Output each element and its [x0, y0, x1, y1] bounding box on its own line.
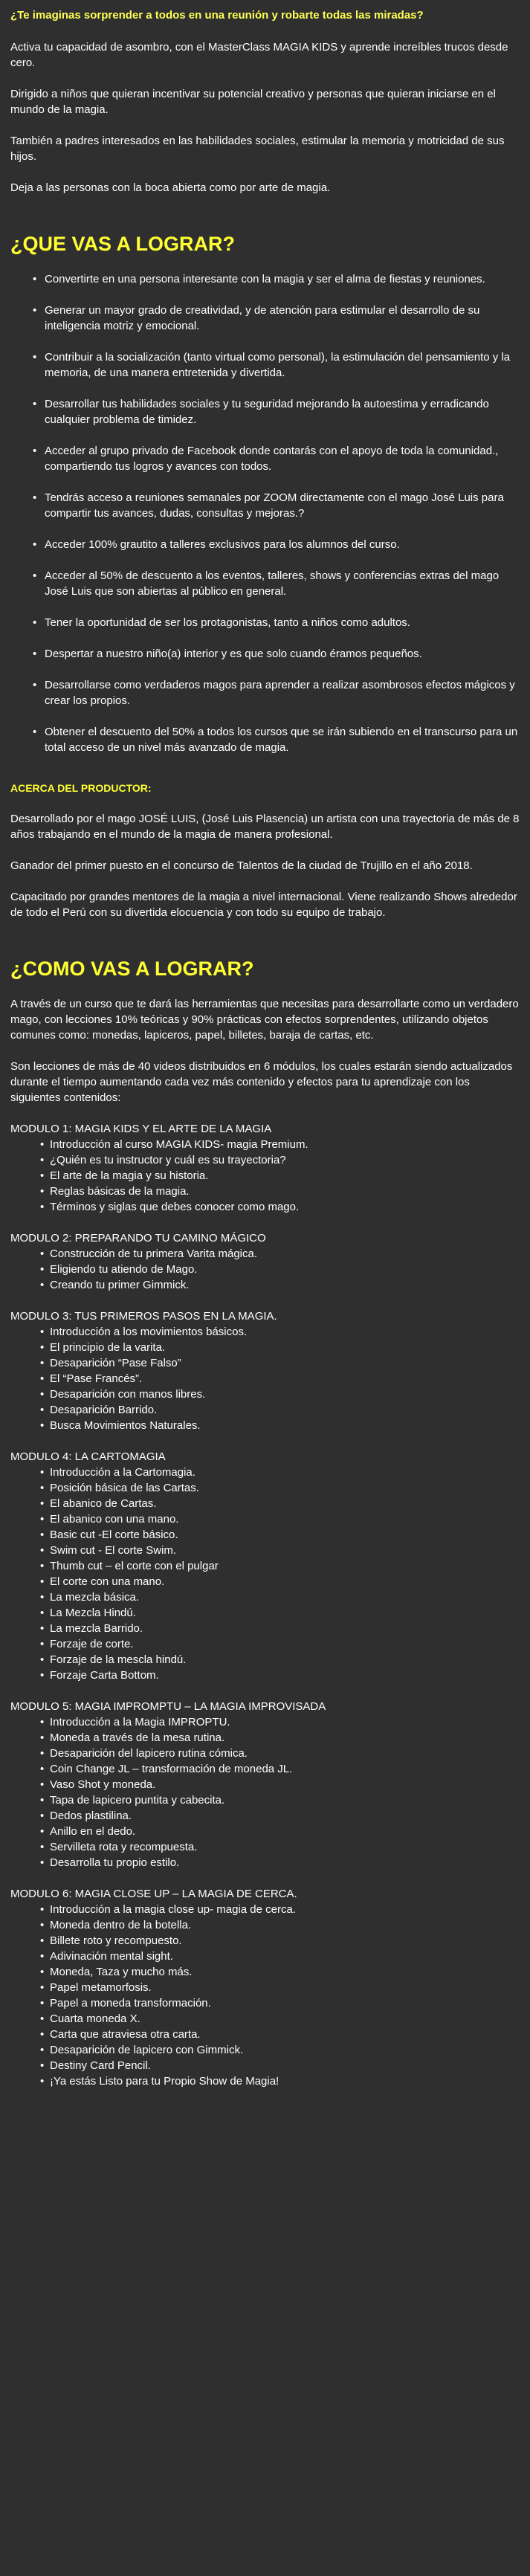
lesson-item: • Forzaje de la mescla hindú. [40, 1652, 520, 1668]
lesson-item: • Construcción de tu primera Varita mágica. [40, 1246, 520, 1262]
lesson-item: • Coin Change JL – transformación de moneda JL. [40, 1761, 520, 1777]
lesson-item: • La mezcla Barrido. [40, 1621, 520, 1636]
intro-section [10, 39, 520, 196]
goal-item: • Acceder al grupo privado de Facebook donde contarás con el apoyo de toda la comunidad., compartiendo tus logros y avances con todos. [33, 443, 520, 474]
how-section [10, 996, 520, 1105]
lesson-item: • ¡Ya estás Listo para tu Propio Show de Magia! [40, 2073, 520, 2089]
producer-paragraph: Desarrollado por el mago JOSÉ LUIS, (José Luis Plasencia) un artista con una trayectoria de más de 8 años trabajando en el mundo de la magia de manera profesional. [10, 813, 520, 841]
intro-paragraph: También a padres interesados en las habilidades sociales, estimular la memoria y motricidad de sus hijos. [10, 135, 505, 163]
lesson-list [10, 1902, 520, 2089]
lesson-item: • Eligiendo tu atiendo de Mago. [40, 1262, 520, 1277]
goal-item: • Obtener el descuento del 50% a todos los cursos que se irán subiendo en el transcurso para un total acceso de un nivel más avanzado de magia. [33, 724, 520, 755]
module-6 [10, 1886, 520, 2089]
lesson-item: • Desaparición del lapicero rutina cómica. [40, 1746, 520, 1761]
modules-list [10, 1121, 520, 2089]
lesson-item: • Desaparición Barrido. [40, 1402, 520, 1418]
lesson-item: • Reglas básicas de la magia. [40, 1184, 520, 1199]
goal-item: • Tendrás acceso a reuniones semanales por ZOOM directamente con el mago José Luis para compartir tus avances, dudas, consultas y mejoras.? [33, 490, 520, 521]
module-3 [10, 1308, 520, 1433]
lesson-item: • Papel a moneda transformación. [40, 1995, 520, 2011]
goal-item: • Despertar a nuestro niño(a) interior y es que solo cuando éramos pequeños. [33, 646, 520, 662]
lesson-item: • Moneda a través de la mesa rutina. [40, 1730, 520, 1746]
how-paragraph: A través de un curso que te dará las herramientas que necesitas para desarrollarte como un verdadero mago, con lecciones 10% teóricas y 90% prácticas con efectos sorprendentes, utilizando objetos comunes como: monedas, lapiceros, papel, billetes, baraja de cartas, etc. [10, 998, 519, 1042]
lesson-item: • Destiny Card Pencil. [40, 2058, 520, 2073]
lesson-list [10, 1137, 520, 1215]
goals-title: ¿QUE VAS A LOGRAR? [10, 233, 235, 255]
lesson-item: • Vaso Shot y moneda. [40, 1777, 520, 1792]
lesson-item: • Forzaje Carta Bottom. [40, 1668, 520, 1683]
producer-title: ACERCA DEL PRODUCTOR: [10, 782, 152, 794]
lesson-item: • Adivinación mental sight. [40, 1949, 520, 1964]
lesson-item: • El abanico con una mano. [40, 1511, 520, 1527]
goal-item: • Tener la oportunidad de ser los protagonistas, tanto a niños como adultos. [33, 615, 520, 630]
headline: ¿Te imaginas sorprender a todos en una reunión y robarte todas las miradas? [10, 9, 424, 22]
module-title: MODULO 4: LA CARTOMAGIA [10, 1450, 166, 1463]
goal-item: • Generar un mayor grado de creatividad, y de atención para estimular el desarrollo de su inteligencia motriz y emocional. [33, 303, 520, 334]
lesson-item: • El arte de la magia y su historia. [40, 1168, 520, 1184]
goal-item: • Convertirte en una persona interesante con la magia y ser el alma de fiestas y reuniones. [33, 271, 520, 287]
lesson-item: • Cuarta moneda X. [40, 2011, 520, 2027]
lesson-item: • Moneda dentro de la botella. [40, 1917, 520, 1933]
lesson-list [10, 1714, 520, 1870]
module-2 [10, 1230, 520, 1293]
lesson-item: • ¿Quién es tu instructor y cuál es su trayectoria? [40, 1152, 520, 1168]
lesson-list [10, 1246, 520, 1293]
lesson-list [10, 1465, 520, 1683]
lesson-item: • Moneda, Taza y mucho más. [40, 1964, 520, 1980]
how-title: ¿COMO VAS A LOGRAR? [10, 958, 254, 980]
lesson-item: • Desaparición con manos libres. [40, 1387, 520, 1402]
goals-list [10, 271, 520, 755]
lesson-item: • Introducción al curso MAGIA KIDS- magia Premium. [40, 1137, 520, 1152]
module-5 [10, 1699, 520, 1870]
lesson-item: • Términos y siglas que debes conocer como mago. [40, 1199, 520, 1215]
module-title: MODULO 3: TUS PRIMEROS PASOS EN LA MAGIA. [10, 1310, 277, 1323]
lesson-item: • Carta que atraviesa otra carta. [40, 2027, 520, 2042]
lesson-item: • La Mezcla Hindú. [40, 1605, 520, 1621]
lesson-item: • Dedos plastilina. [40, 1808, 520, 1824]
goal-item: • Acceder 100% grautito a talleres exclusivos para los alumnos del curso. [33, 537, 520, 552]
goal-item: • Contribuir a la socialización (tanto virtual como personal), la estimulación del pensamiento y la memoria, de una manera entretenida y divertida. [33, 349, 520, 381]
lesson-item: • Basic cut -El corte básico. [40, 1527, 520, 1543]
lesson-item: • Desaparición de lapicero con Gimmick. [40, 2042, 520, 2058]
producer-section [10, 811, 520, 920]
producer-paragraph: Capacitado por grandes mentores de la magia a nivel internacional. Viene realizando Shows alrededor de todo el Perú con su divertida elocuencia y con todo su equipo de trabajo. [10, 891, 517, 919]
module-title: MODULO 1: MAGIA KIDS Y EL ARTE DE LA MAGIA [10, 1123, 272, 1135]
module-title: MODULO 6: MAGIA CLOSE UP – LA MAGIA DE CERCA. [10, 1888, 297, 1900]
lesson-item: • Servilleta rota y recompuesta. [40, 1839, 520, 1855]
lesson-item: • La mezcla básica. [40, 1589, 520, 1605]
module-title: MODULO 2: PREPARANDO TU CAMINO MÁGICO [10, 1232, 266, 1245]
lesson-item: • Posición básica de las Cartas. [40, 1480, 520, 1496]
lesson-list [10, 1324, 520, 1433]
lesson-item: • Introducción a la magia close up- magia de cerca. [40, 1902, 520, 1917]
how-paragraph: Son lecciones de más de 40 videos distribuidos en 6 módulos, los cuales estarán siendo actualizados durante el tiempo aumentando cada vez más contenido y efectos para tu aprendizaje con los siguientes contenidos: [10, 1060, 513, 1104]
lesson-item: • Forzaje de corte. [40, 1636, 520, 1652]
lesson-item: • Papel metamorfosis. [40, 1980, 520, 1995]
intro-paragraph: Deja a las personas con la boca abierta como por arte de magia. [10, 181, 331, 194]
module-4 [10, 1449, 520, 1683]
goal-item: • Acceder al 50% de descuento a los eventos, talleres, shows y conferencias extras del mago José Luis que son abiertas al público en general. [33, 568, 520, 599]
goal-item: • Desarrollarse como verdaderos magos para aprender a realizar asombrosos efectos mágicos y crear los propios. [33, 677, 520, 708]
lesson-item: • Billete roto y recompuesto. [40, 1933, 520, 1949]
lesson-item: • Busca Movimientos Naturales. [40, 1418, 520, 1433]
intro-paragraph: Activa tu capacidad de asombro, con el MasterClass MAGIA KIDS y aprende increíbles trucos desde cero. [10, 41, 508, 69]
lesson-item: • Swim cut - El corte Swim. [40, 1543, 520, 1558]
lesson-item: • Thumb cut – el corte con el pulgar [40, 1558, 520, 1574]
lesson-item: • Introducción a la Cartomagia. [40, 1465, 520, 1480]
lesson-item: • El abanico de Cartas. [40, 1496, 520, 1511]
intro-paragraph: Dirigido a niños que quieran incentivar su potencial creativo y personas que quieran iniciarse en el mundo de la magia. [10, 88, 496, 116]
goal-item: • Desarrollar tus habilidades sociales y tu seguridad mejorando la autoestima y erradicando cualquier problema de timidez. [33, 396, 520, 427]
lesson-item: • El principio de la varita. [40, 1340, 520, 1355]
lesson-item: • El “Pase Francés”. [40, 1371, 520, 1387]
producer-paragraph: Ganador del primer puesto en el concurso de Talentos de la ciudad de Trujillo en el año 2018. [10, 859, 473, 872]
module-1 [10, 1121, 520, 1215]
lesson-item: • Introducción a los movimientos básicos. [40, 1324, 520, 1340]
lesson-item: • Introducción a la Magia IMPROPTU. [40, 1714, 520, 1730]
lesson-item: • Desarrolla tu propio estilo. [40, 1855, 520, 1870]
lesson-item: • Tapa de lapicero puntita y cabecita. [40, 1792, 520, 1808]
lesson-item: • Creando tu primer Gimmick. [40, 1277, 520, 1293]
lesson-item: • El corte con una mano. [40, 1574, 520, 1589]
module-title: MODULO 5: MAGIA IMPROMPTU – LA MAGIA IMPROVISADA [10, 1700, 326, 1713]
lesson-item: • Anillo en el dedo. [40, 1824, 520, 1839]
lesson-item: • Desaparición “Pase Falso” [40, 1355, 520, 1371]
